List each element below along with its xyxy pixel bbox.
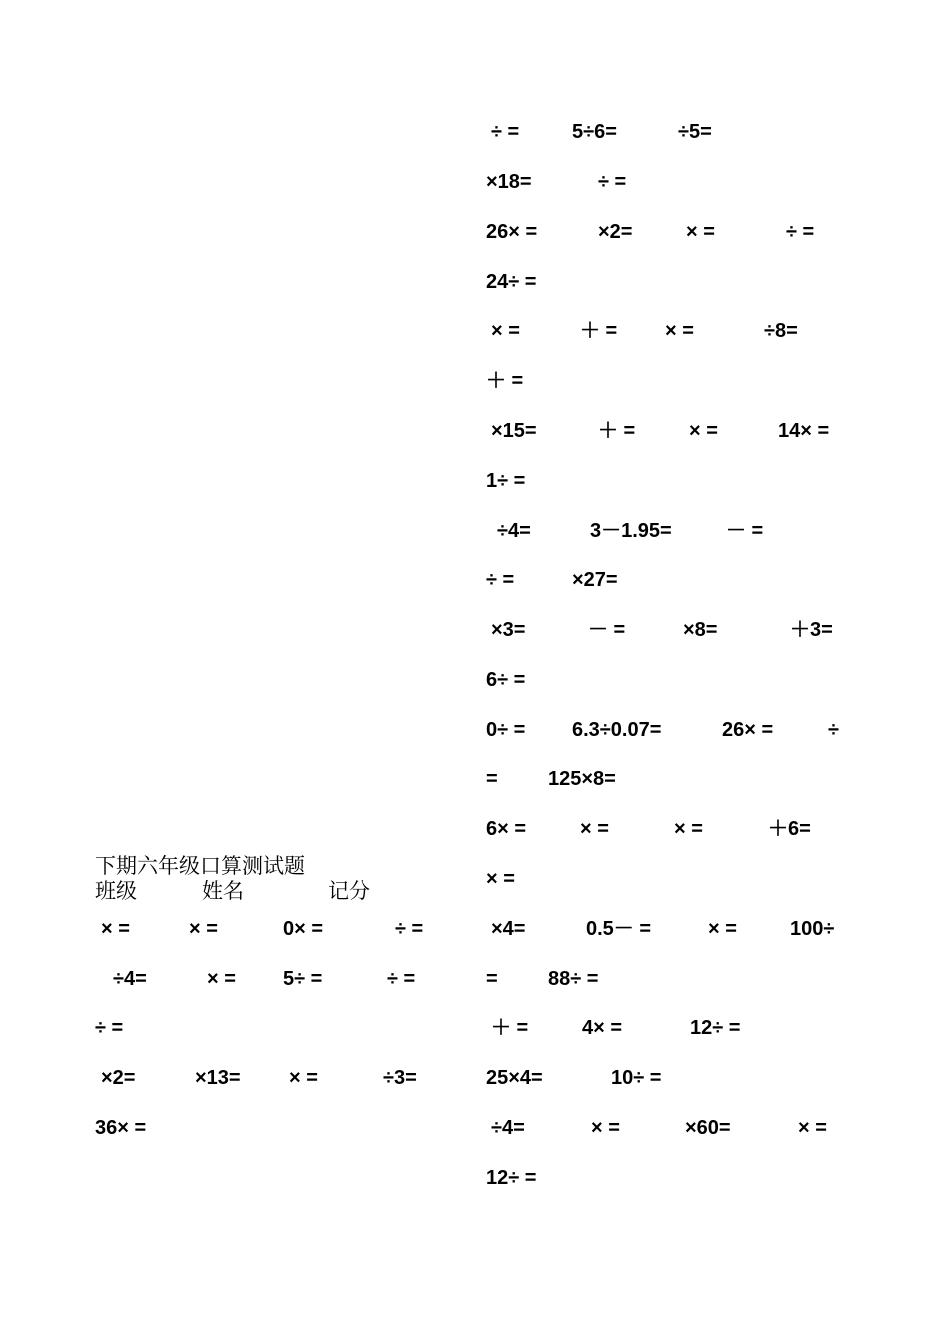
problem: ＋ = <box>598 420 636 442</box>
problem: × = <box>798 1117 827 1139</box>
problem: ÷ = <box>387 968 416 990</box>
problem: ×2= <box>101 1067 136 1089</box>
problem: × = <box>486 868 515 890</box>
problem: 125×8= <box>548 768 616 790</box>
problem: = <box>486 968 498 990</box>
problem: × = <box>591 1117 620 1139</box>
problem: － = <box>588 619 626 641</box>
problem: ×4= <box>491 918 526 940</box>
problem: 0.5－ = <box>586 918 652 940</box>
page-title: 下期六年级口算测试题 <box>95 854 305 878</box>
problem: × = <box>689 420 718 442</box>
problem: ÷4= <box>497 520 531 542</box>
problem: ÷ = <box>486 569 515 591</box>
problem: 1÷ = <box>486 470 526 492</box>
problem: 12÷ = <box>690 1017 741 1039</box>
problem: ＋3= <box>790 619 833 641</box>
problem: ÷5= <box>678 121 712 143</box>
problem: × = <box>708 918 737 940</box>
problem: 36× = <box>95 1117 147 1139</box>
problem: ＋ = <box>580 320 618 342</box>
problem: ＋ = <box>491 1017 529 1039</box>
problem: × = <box>207 968 236 990</box>
problem: × = <box>189 918 218 940</box>
problem: 4× = <box>582 1017 623 1039</box>
problem: 0÷ = <box>486 719 526 741</box>
problem: 88÷ = <box>548 968 599 990</box>
problem: × = <box>674 818 703 840</box>
problem: ÷ = <box>95 1017 124 1039</box>
problem: 6× = <box>486 818 527 840</box>
problem: 3－1.95= <box>590 520 672 542</box>
problem: 5÷6= <box>572 121 617 143</box>
problem: 6.3÷0.07= <box>572 719 662 741</box>
problem: × = <box>686 221 715 243</box>
problem: 14× = <box>778 420 830 442</box>
problem: ×15= <box>491 420 537 442</box>
problem: 25×4= <box>486 1067 543 1089</box>
problem: ÷ = <box>395 918 424 940</box>
problem: × = <box>289 1067 318 1089</box>
score-label: 记分 <box>328 879 370 903</box>
problem: ×2= <box>598 221 633 243</box>
class-label: 班级 <box>95 879 137 903</box>
problem: ×60= <box>685 1117 731 1139</box>
problem: ×3= <box>491 619 526 641</box>
problem: ×8= <box>683 619 718 641</box>
problem: 5÷ = <box>283 968 323 990</box>
problem: = <box>486 768 498 790</box>
problem: 12÷ = <box>486 1167 537 1189</box>
problem: ÷ = <box>786 221 815 243</box>
problem: ÷ = <box>491 121 520 143</box>
problem: × = <box>580 818 609 840</box>
problem: 26× = <box>486 221 538 243</box>
problem: 10÷ = <box>611 1067 662 1089</box>
problem: ×18= <box>486 171 532 193</box>
problem: 26× = <box>722 719 774 741</box>
problem: ÷4= <box>113 968 147 990</box>
problem: × = <box>491 320 520 342</box>
problem: 100÷ <box>790 918 835 940</box>
problem: ×13= <box>195 1067 241 1089</box>
problem: × = <box>101 918 130 940</box>
problem: ÷8= <box>764 320 798 342</box>
problem: － = <box>726 520 764 542</box>
name-label: 姓名 <box>202 879 244 903</box>
problem: ÷4= <box>491 1117 525 1139</box>
problem: ＋6= <box>768 818 811 840</box>
problem: ÷3= <box>383 1067 417 1089</box>
problem: ＋ = <box>486 370 524 392</box>
problem: × = <box>665 320 694 342</box>
problem: ×27= <box>572 569 618 591</box>
problem: ÷ <box>828 719 839 741</box>
problem: 0× = <box>283 918 324 940</box>
problem: 6÷ = <box>486 669 526 691</box>
problem: ÷ = <box>598 171 627 193</box>
problem: 24÷ = <box>486 271 537 293</box>
